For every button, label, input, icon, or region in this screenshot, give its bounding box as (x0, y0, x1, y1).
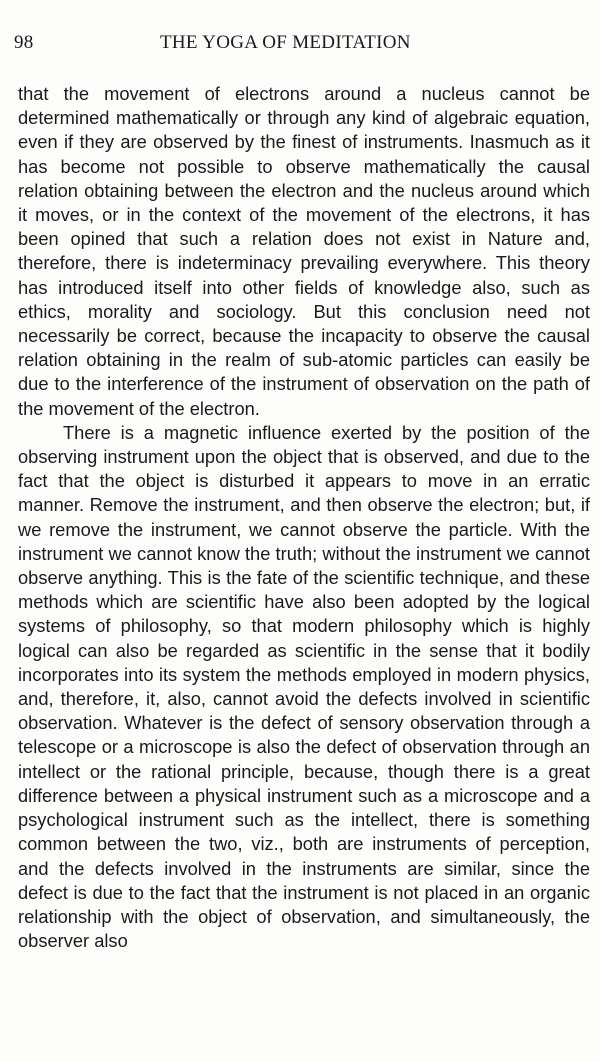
page-number: 98 (14, 32, 34, 53)
paragraph: There is a magnetic influence exerted by the position of the observing instrument upon the object that is observed, and due to the fact that the object is disturbed it appears to move in an erratic manner. Remove the instrument, and then observe the electron; but, if we remove the instrument, we cannot observe the particle. With the instrument we cannot know the truth; without the instrument we cannot observe anything. This is the fate of the scientific technique, and these methods which are scientific have also been adopted by the logical systems of philosophy, so that modern philosophy which is highly logical can also be regarded as scientific in the sense that it bodily incorporates into its system the methods employed in modern physics, and, therefore, it, also, cannot avoid the defects involved in scientific observation. Whatever is the defect of sensory observation through a telescope or a microscope is also the defect of observation through an intellect or the rational principle, because, though there is a great difference between a physical instrument such as a microscope and a psychological instrument such as the intellect, there is something common between the two, viz., both are instruments of perception, and the defects involved in the instruments are similar, since the defect is due to the fact that the instrument is not placed in an organic relationship with the object of observation, and simultaneously, the observer also (18, 421, 590, 952)
book-title: THE YOGA OF MEDITATION (160, 32, 411, 53)
paragraph: that the movement of electrons around a nucleus cannot be determined mathematically or through any kind of algebraic equation, even if they are observed by the finest of instruments. Inasmuch as it has become not possible to observe mathematically the causal relation obtaining between the electron and the nucleus around which it moves, or in the context of the movement of the electrons, it has been opined that such a relation does not exist in Nature and, therefore, there is indeterminacy prevailing everywhere. This theory has introduced itself into other fields of knowledge also, such as ethics, morality and sociology. But this conclusion need not necessarily be correct, because the incapacity to observe the causal relation obtaining in the realm of sub-atomic particles can easily be due to the interference of the instrument of observation on the path of the movement of the electron. (18, 83, 590, 419)
body-text (18, 82, 590, 953)
running-header (0, 32, 600, 58)
